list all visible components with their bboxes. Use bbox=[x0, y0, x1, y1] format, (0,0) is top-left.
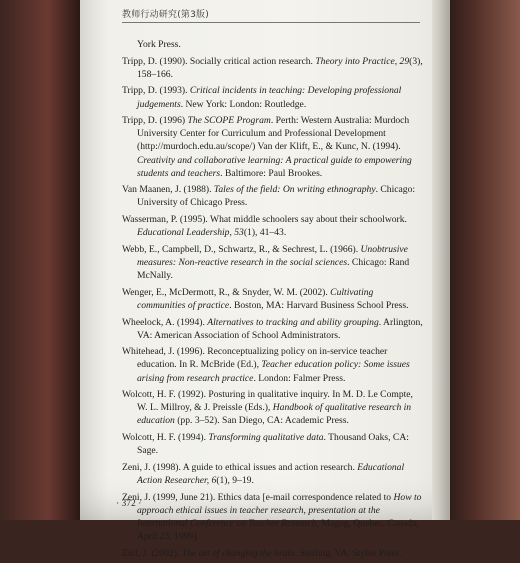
reference-title: Educational Action Researcher, 6 bbox=[137, 461, 405, 486]
reference-text: . Baltimore: Paul Brookes. bbox=[220, 167, 323, 179]
reference-entry bbox=[122, 316, 424, 342]
reference-text: (1), 9–19. bbox=[216, 474, 254, 486]
page-number: · 372 · bbox=[116, 499, 142, 509]
reference-text: . Sterling, VA: Stylus Press. bbox=[294, 547, 402, 559]
header-rule bbox=[122, 22, 420, 23]
reference-title: How to approach ethical issues in teacher research, presentation at the International Conference on Teacher Research bbox=[137, 491, 422, 529]
background-right bbox=[446, 0, 520, 520]
reference-text: . Arlington, VA: American Association of School Administrators. bbox=[137, 316, 423, 341]
reference-text: Wheelock, A. (1994). bbox=[122, 316, 208, 328]
reference-title: Transforming qualitative data bbox=[208, 432, 324, 444]
reference-text: Zeni, J. (1999, June 21). Ethics data [e-mail correspondence related to bbox=[122, 491, 394, 503]
reference-text: . Perth: Western Australia: Murdoch University Center for Curriculum and Professional Development (http://murdoch.edu.au/scope/) Van der Klift, E., & Kunc, N. (1994). bbox=[137, 115, 410, 153]
reference-entry bbox=[122, 55, 424, 81]
reference-title: The SCOPE Program bbox=[187, 115, 271, 127]
reference-entry bbox=[122, 491, 424, 543]
reference-text: Zeni, J. (1998). A guide to ethical issues and action research. bbox=[122, 461, 358, 473]
reference-title: Handbook of qualitative research in education bbox=[137, 402, 412, 427]
reference-entry bbox=[122, 431, 424, 457]
reference-text: . Thousand Oaks, CA: Sage. bbox=[137, 432, 409, 457]
reference-title: Unobtrusive measures: Non-reactive research in the social sciences bbox=[137, 243, 408, 268]
reference-text: Tripp, D. (1993). bbox=[122, 85, 190, 97]
reference-text: . London: Falmer Press. bbox=[253, 372, 346, 384]
reference-entry bbox=[122, 286, 424, 312]
reference-entry bbox=[122, 183, 424, 209]
running-header: 教师行动研究(第3版) bbox=[122, 10, 209, 20]
reference-entry bbox=[122, 114, 424, 179]
background-left bbox=[0, 0, 80, 520]
reference-text: Wasserman, P. (1995). What middle schoolers say about their schoolwork. bbox=[122, 214, 407, 226]
reference-text: Webb, E., Campbell, D., Schwartz, R., & Sechrest, L. (1966). bbox=[122, 243, 361, 255]
reference-text: . Chicago: University of Chicago Press. bbox=[137, 184, 416, 209]
reference-title: Creativity and collaborative learning: A practical guide to empowering students and teachers bbox=[137, 154, 412, 179]
reference-entry bbox=[122, 213, 424, 239]
reference-text: Whitehead, J. (1996). Reconceptualizing policy on in-service teacher education. In R. McBride (Ed.), bbox=[122, 346, 388, 371]
reference-entry bbox=[122, 547, 424, 560]
reference-title: Teacher education policy: Some issues arising from research practice bbox=[137, 359, 410, 384]
reference-text: (1), 41–43. bbox=[243, 227, 287, 239]
reference-title: Alternatives to tracking and ability grouping bbox=[207, 316, 379, 328]
reference-entry bbox=[122, 243, 424, 282]
reference-entry bbox=[122, 84, 424, 110]
reference-title: Tales of the field: On writing ethnography bbox=[213, 184, 376, 196]
reference-entry bbox=[122, 461, 424, 487]
book-page bbox=[80, 0, 432, 559]
reference-entry bbox=[122, 345, 424, 384]
reference-title: Educational Leadership, 53 bbox=[137, 227, 244, 239]
reference-text: . Boston, MA: Harvard Business School Press. bbox=[229, 299, 409, 311]
reference-text: (3), 158–166. bbox=[137, 55, 423, 80]
reference-text: Tripp, D. (1996) bbox=[122, 115, 188, 127]
reference-text: Van Maanen, J. (1988). bbox=[122, 184, 214, 196]
reference-title: Theory into Practice, 29 bbox=[315, 55, 410, 67]
reference-text: Wenger, E., McDermott, R., & Snyder, W. M. (2002). bbox=[122, 286, 331, 298]
reference-list bbox=[122, 38, 424, 563]
reference-text: , Magog, Quebec, Canada, April 23, 1999]. bbox=[137, 517, 419, 542]
reference-text: Wolcott, H. F. (1994). bbox=[122, 432, 209, 444]
reference-text: . Chicago: Rand McNally. bbox=[137, 256, 410, 282]
reference-title: The art of changing the brain bbox=[181, 547, 295, 559]
reference-entry bbox=[122, 38, 424, 51]
reference-text: . New York: London: Routledge. bbox=[180, 98, 307, 110]
reference-text: Zull, J. (2002). bbox=[122, 547, 182, 559]
reference-text: York Press. bbox=[137, 39, 181, 50]
reference-text: Wolcott, H. F. (1992). Posturing in qualitative inquiry. In M. D. Le Compte, W. L. Millroy, & J. Preissle (Eds.), bbox=[122, 389, 413, 414]
reference-title: Cultivating communities of practice bbox=[137, 286, 374, 311]
reference-entry bbox=[122, 388, 424, 427]
reference-text: (pp. 3–52). San Diego, CA: Academic Press. bbox=[174, 415, 349, 427]
reference-title: Critical incidents in teaching: Developing professional judgements bbox=[137, 85, 402, 110]
reference-text: Tripp, D. (1990). Socially critical action research. bbox=[122, 55, 316, 67]
